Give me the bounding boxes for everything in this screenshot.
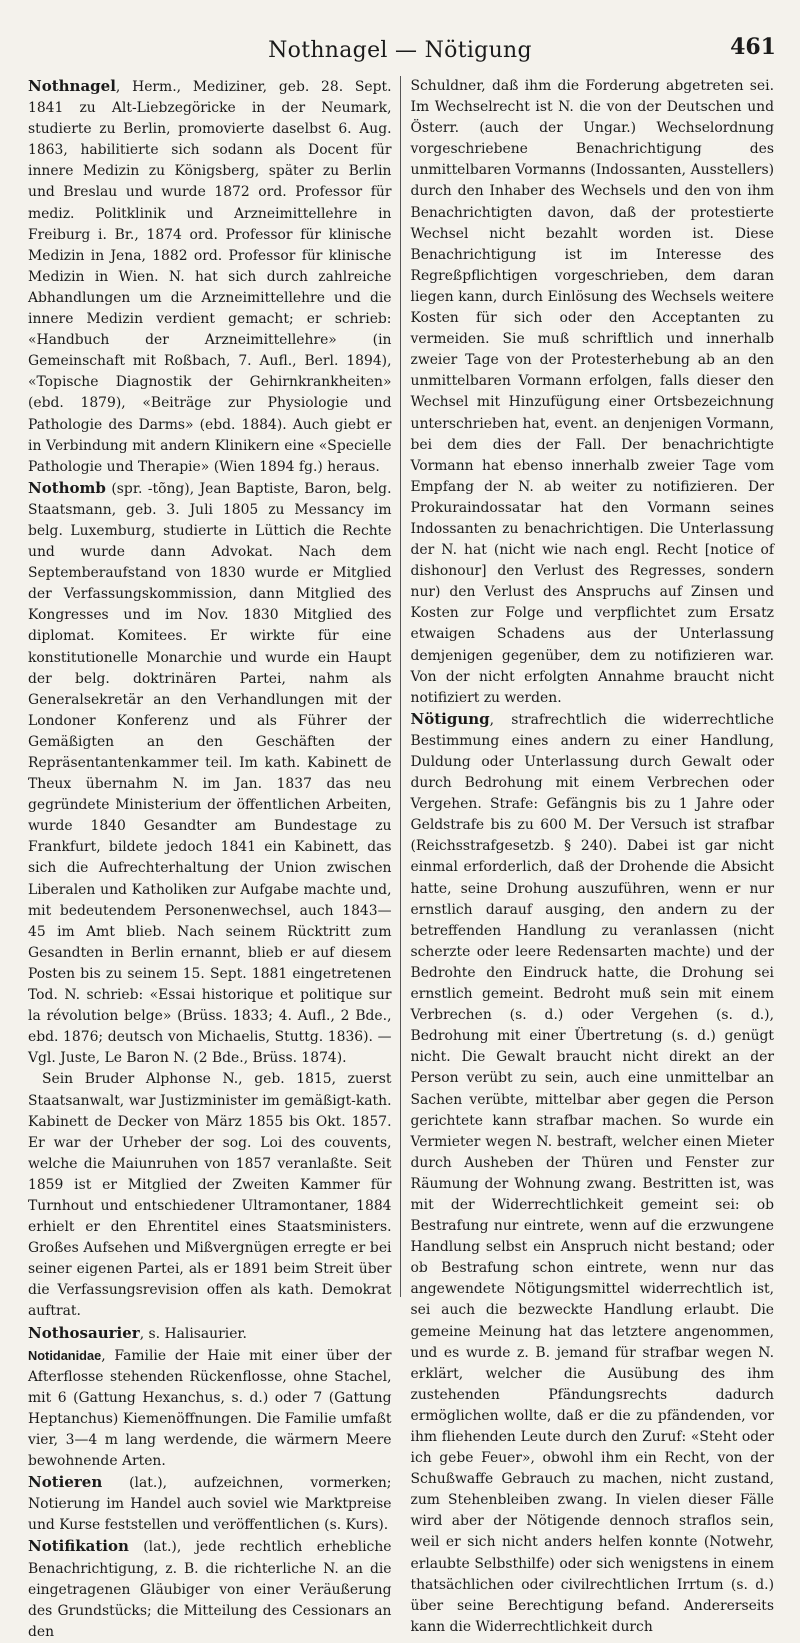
entry-notieren: [28, 1472, 392, 1536]
entry-nothomb: [28, 478, 392, 1070]
entry-text: , Herm., Mediziner, geb. 28. Sept. 1841 zu Alt-Liebzegöricke in der Neumark, studierte zu Berlin, promovierte daselbst 6. Aug. 1863, habilitierte sich sodann als Docent für innere Medizin zu Königsberg, später zu Berlin und Breslau und wurde 1872 ord. Professor für mediz. Politklinik und Arzneimittellehre in Freiburg i. Br., 1874 ord. Professor für klinische Medizin in Jena, 1882 ord. Professor für klinische Medizin in Wien. N. hat sich durch zahlreiche Abhandlungen um die Arzneimittellehre und die innere Medizin verdient gemacht; er schrieb: «Handbuch der Arzneimittellehre» (in Gemeinschaft mit Roßbach, 7. Aufl., Berl. 1894), «Topische Diagnostik der Gehirnkrankheiten» (ebd. 1879), «Beiträge zur Physiologie und Pathologie des Darms» (ebd. 1884). Auch giebt er in Verbindung mit andern Klinikern eine «Specielle Pathologie und Therapie» (Wien 1894 fg.) heraus.: [28, 79, 392, 475]
right-column: [400, 76, 775, 1635]
entry-text: (lat.), jede rechtlich erhebliche Benachrichtigung, z. B. die richterliche N. an die eingetragenen Gläubiger von einer Veräußerung des Grundstücks; die Mitteilung des Cessionars an den: [28, 1539, 392, 1640]
headword: Notieren: [28, 1473, 103, 1492]
headword: Nothosaurier: [28, 1323, 140, 1342]
left-column: [28, 76, 400, 1640]
headword: Nötigung: [410, 709, 490, 728]
text-columns: [28, 76, 774, 1640]
entry-nothomb-paragraph-2: Sein Bruder Alphonse N., geb. 1815, zuerst Staatsanwalt, war Justizminister im gemäßigt-kath. Kabinett de Decker von März 1855 bis Okt. 1857. Er war der Urheber der sog. Loi des couvents, welche die Maiunruhen von 1857 veranlaßte. Seit 1859 ist er Mitglied der Zweiten Kammer für Turnhout und entschiedener Ultramontaner, 1884 erhielt er den Ehrentitel eines Staatsministers. Großes Aufsehen und Mißvergnügen erregte er bei seiner eigenen Partei, als er 1891 beim Streit über die Verfassungsrevision offen als kath. Demokrat auftrat.: [28, 1071, 392, 1320]
headword: Nothomb: [28, 478, 106, 497]
entry-noetigung: [411, 709, 775, 1638]
headword: Notifikation: [28, 1537, 129, 1556]
page-header: [24, 30, 776, 70]
page-number: 461: [730, 34, 776, 60]
entry-notifikation: [28, 1536, 392, 1642]
entry-notifikation-continuation: Schuldner, daß ihm die Forderung abgetreten sei. Im Wechselrecht ist N. die von der Deutschen und Österr. (auch der Ungar.) Wechselordnung vorgeschriebene Benachrichtigung des unmittelbaren Vormanns (Indossanten, Ausstellers) durch den Inhaber des Wechsels und den von ihm Benachrichtigten davon, daß der protestierte Wechsel nicht bezahlt worden ist. Diese Benachrichtigung ist im Interesse des Regreßpflichtigen vorgeschrieben, dem daran liegen kann, durch Einlösung des Wechsels weitere Kosten für sich oder den Acceptanten zu vermeiden. Sie muß schriftlich und innerhalb zweier Tage von der Protesterhebung ab an den unmittelbaren Vormann erfolgen, falls dieser den Wechsel mit Hinzufügung einer Ortsbezeichnung unterschrieben hat, event. an denjenigen Vormann, bei dem dies der Fall. Der benachrichtigte Vormann hat ebenso innerhalb zweier Tage vom Empfang der N. ab weiter zu notifizieren. Der Prokuraindossatar hat den Vormann seines Indossanten zu benachrichtigen. Die Unterlassung der N. hat (nicht wie nach engl. Recht [notice of dishonour] den Verlust des Regresses, sondern nur) den Verlust des Anspruchs auf Zinsen und Kosten zur Folge und verpflichtet zum Ersatz etwaigen Schadens aus der Unterlassung demjenigen gegenüber, dem zu notifizieren war. Von der nicht erfolgten Annahme braucht nicht notifiziert zu werden.: [410, 78, 774, 706]
entry-nothosaurier: [28, 1323, 392, 1345]
entry-text: (lat.), aufzeichnen, vormerken; Notierung im Handel auch soviel wie Marktpreise und Kurse feststellen und veröffentlichen (s. Kurs).: [28, 1475, 392, 1534]
entry-notidanidae: [28, 1345, 392, 1473]
headword: Nothnagel: [28, 77, 116, 95]
entry-text: , Familie der Haie mit einer über der Afterflosse stehenden Rückenflosse, ohne Stachel, mit 6 (Gattung Hexanchus, s. d.) oder 7 (Gattung Heptanchus) Kiemenöffnungen. Die Familie umfaßt vier, 3—4 m lang werdende, die wärmern Meere bewohnende Arten.: [28, 1347, 392, 1470]
entry-nothnagel: [28, 76, 392, 478]
headword: Notidanidae: [28, 1347, 102, 1363]
running-title: Nothnagel — Nötigung: [268, 37, 532, 63]
entry-text: (spr. -tõng), Jean Baptiste, Baron, belg. Staatsmann, geb. 3. Juli 1805 zu Messancy im belg. Luxemburg, studierte in Lüttich die Rechte und wurde dann Advokat. Nach dem Septemberaufstand von 1830 wurde er Mitglied der Verfassungskommission, dann Mitglied des Kongresses und im Nov. 1830 Mitglied des diplomat. Komitees. Er wirkte für eine konstitutionelle Monarchie und wurde ein Haupt der belg. doktrinären Partei, nahm als Generalsekretär an den Verhandlungen mit der Londoner Konferenz und als Führer der Gemäßigten an den Geschäften der Repräsentantenkammer teil. Im kath. Kabinett de Theux übernahm N. im Jan. 1837 das neu gegründete Ministerium der öffentlichen Arbeiten, wurde 1840 Gesandter am Bundestage zu Frankfurt, bildete jedoch 1841 ein Kabinett, das sich die Aufrechterhaltung der Union zwischen Liberalen und Katholiken zur Aufgabe machte und, mit bedeutendem Personenwechsel, auch 1843—45 im Amt blieb. Nach seinem Rücktritt zum Gesandten in Berlin ernannt, blieb er auf diesem Posten bis zu seinem 15. Sept. 1881 eingetretenen Tod. N. schrieb: «Essai historique et politique sur la révolution belge» (Brüss. 1833; 4. Aufl., 2 Bde., ebd. 1876; deutsch von Michaelis, Stuttg. 1836). — Vgl. Juste, Le Baron N. (2 Bde., Brüss. 1874).: [28, 480, 392, 1067]
entry-text: , strafrechtlich die widerrechtliche Bestimmung eines andern zu einer Handlung, Duldung oder Unterlassung durch Gewalt oder durch Bedrohung mit einem Verbrechen oder Vergehen. Strafe: Gefängnis bis zu 1 Jahre oder Geldstrafe bis zu 600 M. Der Versuch ist strafbar (Reichsstrafgesetzb. § 240). Dabei ist gar nicht einmal erforderlich, daß der Drohende die Absicht hatte, seine Drohung auszuführen, wenn er nur ernstlich darauf ausging, den andern zu der betreffenden Handlung zu veranlassen (nicht scherzte oder leere Redensarten machte) und der Bedrohte den Eindruck hatte, die Drohung sei ernstlich gemeint. Bedroht muß sein mit einem Verbrechen (s. d.) oder Vergehen (s. d.), Bedrohung mit einer Übertretung (s. d.) genügt nicht. Die Gewalt braucht nicht direkt an der Person verübt zu sein, auch eine unmittelbar an Sachen verübte, mittelbar aber gegen die Person gerichtete kann strafbar machen. So wurde ein Vermieter wegen N. bestraft, welcher einen Mieter durch Ausheben der Thüren und Fenster zur Räumung der Wohnung zwang. Bestritten ist, was mit der Widerrechtlichkeit gemeint sei: ob Bestrafung nur eintrete, wenn auf die erzwungene Handlung selbst ein Anspruch nicht bestand; oder ob Bestrafung schon eintrete, wenn nur das angewendete Nötigungsmittel widerrechtlich ist, sei auch die bezweckte Handlung erlaubt. Die gemeine Meinung hat das letztere angenommen, und es wurde z. B. jemand für strafbar wegen N. erklärt, welcher die Ausübung des ihm zustehenden Pfändungsrechts dadurch ermöglichen wollte, daß er die zu pfändenden, vor ihm fliehenden Leute durch den Zuruf: «Steht oder ich gebe Feuer», obwohl ihm ein Recht, von der Schußwaffe Gebrauch zu machen, nicht zustand, zum Stehenbleiben zwang. In vielen dieser Fälle wird aber der Nötigende dennoch straflos sein, weil er sich nicht anders helfen konnte (Notwehr, erlaubte Selbsthilfe) oder sich wenigstens in einem thatsächlichen oder civilrechtlichen Irrtum (s. d.) über seine Berechtigung befand. Andererseits kann die Widerrechtlichkeit durch: [410, 711, 774, 1635]
entry-text: , s. Halisaurier.: [139, 1325, 247, 1342]
